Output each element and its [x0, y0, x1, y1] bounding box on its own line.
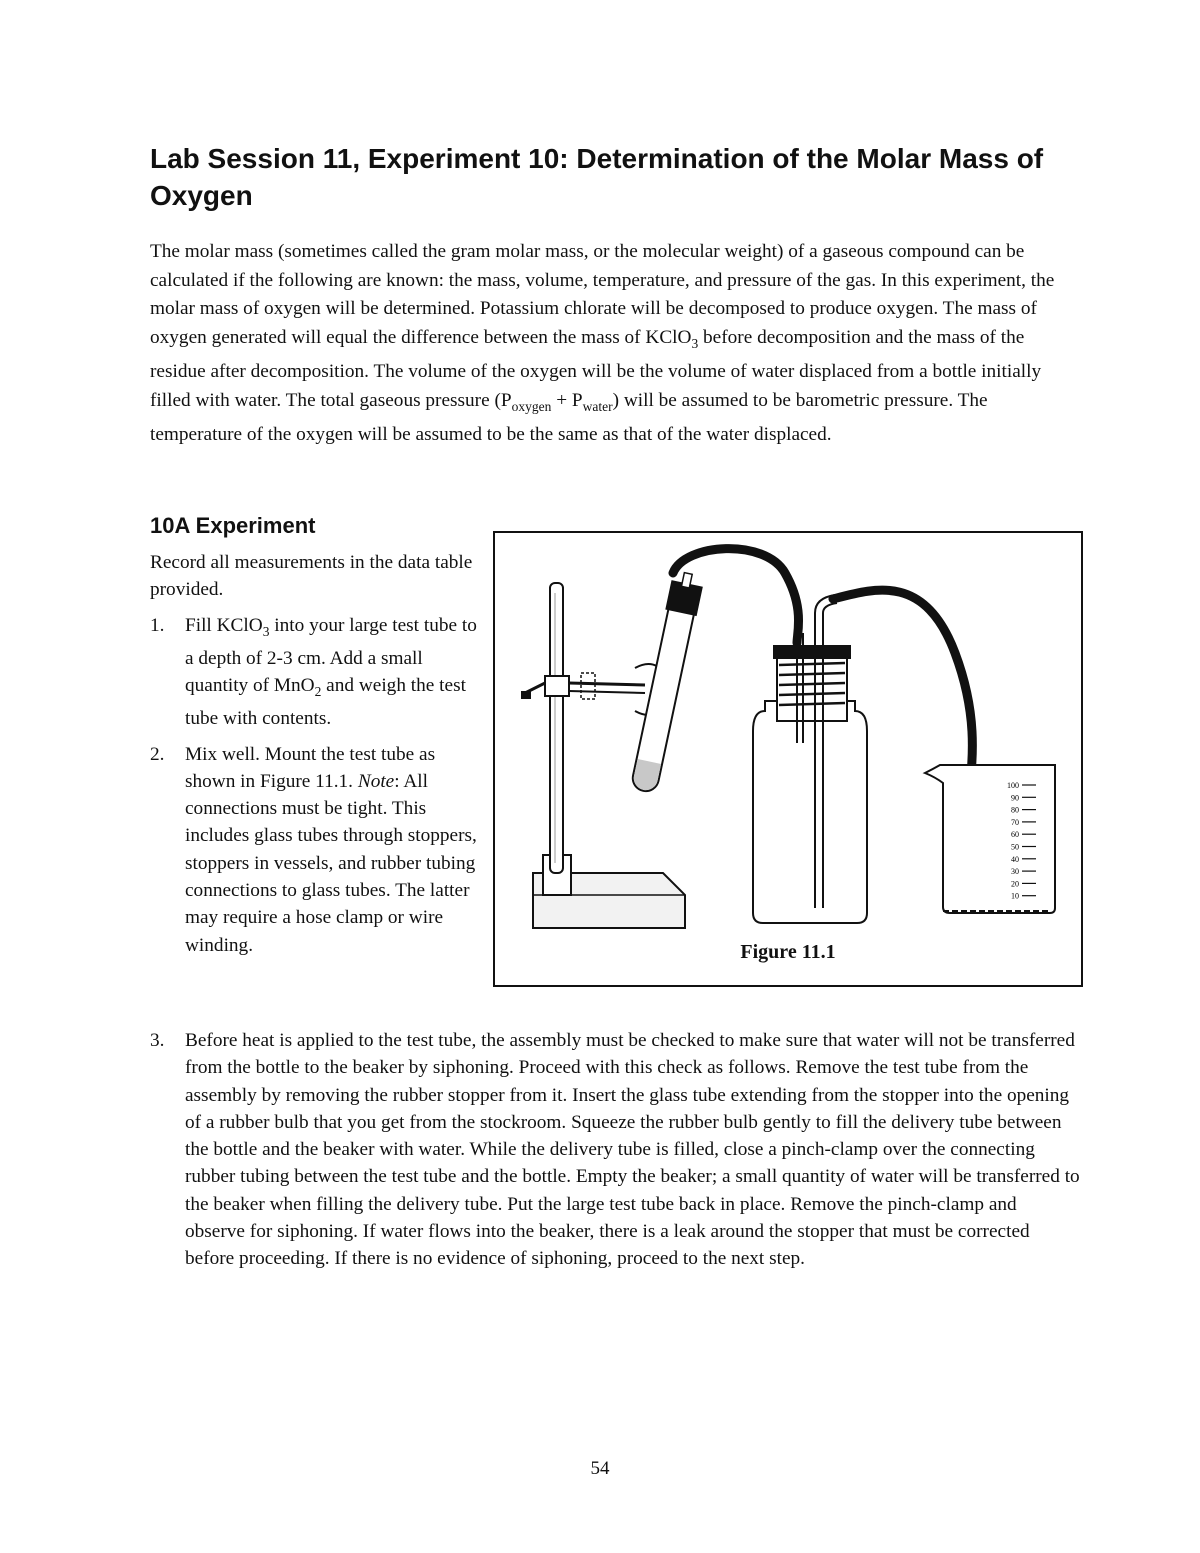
intro-text-3: + P: [551, 389, 583, 411]
step-1-text-c: and weigh the test tube with contents.: [185, 675, 466, 730]
intro-text-1: The molar mass (sometimes called the gram molar mass, or the molecular weight) of a gaseous compound can be calculated if the following are known: the mass, volume, temperature, and pressure of the gas. In this experiment, the molar mass of oxygen will be determined. Potassium chlorate will be decomposed to produce oxygen. The mass of oxygen generated will equal the difference between the mass of KClO: [150, 241, 1055, 348]
intro-text-4: ) will be assumed to be barometric pressure. The temperature of the oxygen will be assumed to be the same as that of the water displaced.: [150, 389, 988, 446]
beaker-mark-label: 50: [1011, 842, 1019, 852]
step-1: [150, 612, 480, 733]
step-2: [150, 741, 480, 959]
page-title: Lab Session 11, Experiment 10: Determination of the Molar Mass of Oxygen: [150, 143, 1044, 211]
step-2-text-a: Mix well. Mount the test tube as shown in Figure 11.1.: [185, 743, 436, 792]
large-test-tube: [627, 570, 704, 794]
step-1-subscript-a: 3: [262, 623, 270, 639]
intro-subscript-3: 3: [691, 335, 699, 351]
beaker-mark-label: 10: [1011, 891, 1019, 901]
collection-bottle: [753, 595, 867, 923]
beaker-mark-label: 20: [1011, 879, 1019, 889]
intro-text-2: before decomposition and the mass of the residue after decomposition. The volume of the oxygen will be the volume of water displaced from a bottle initially filled with water. The total gaseous pressure (P: [150, 326, 1042, 411]
beaker: [925, 765, 1055, 913]
step-3: [150, 1027, 1080, 1273]
step-1-text-a: Fill KClO: [185, 614, 263, 636]
beaker-mark-label: 60: [1011, 830, 1019, 840]
beaker-mark-label: 100: [1007, 781, 1019, 790]
intro-paragraph: [150, 238, 1080, 450]
step-2-note-label: Note: [357, 770, 395, 792]
beaker-mark-label: 40: [1011, 854, 1019, 864]
step-number: 2.: [150, 743, 165, 765]
step-2-text-b: : All connections must be tight. This includes glass tubes through stoppers, stoppers in vessels, and rubber tubing connections to glass tubes. The latter may require a hose clamp or wire winding.: [185, 770, 477, 956]
step-1-text-b: into your large test tube to a depth of 2-3 cm. Add a small quantity of MnO: [185, 614, 477, 697]
step-number: 1.: [150, 614, 165, 636]
intro-subscript-oxygen: oxygen: [511, 398, 552, 414]
test-tube-clamp: [521, 664, 665, 715]
beaker-mark-label: 70: [1011, 817, 1019, 827]
apparatus-diagram: [495, 533, 1081, 985]
beaker-mark-label: 90: [1011, 793, 1019, 803]
beaker-mark-label: 80: [1011, 805, 1019, 815]
page-number: 54: [590, 1458, 610, 1479]
left-column: [150, 549, 480, 959]
section-heading: 10A Experiment: [150, 513, 316, 538]
step-1-subscript-b: 2: [314, 683, 322, 699]
figure-caption: Figure 11.1: [740, 941, 836, 963]
step-number: 3.: [150, 1030, 165, 1051]
intro-subscript-water: water: [582, 398, 613, 414]
figure-apparatus: [493, 531, 1083, 987]
step-3-text: Before heat is applied to the test tube, the assembly must be checked to make sure that water will not be transferred from the bottle to the beaker by siphoning. Proceed with this check as follows. Remove the test tube from the assembly by removing the rubber stopper from it. Insert the glass tube extending from the stopper into the opening of a rubber bulb that you get from the stockroom. Squeeze the rubber bulb gently to fill the delivery tube between the bottle and the beaker with water. While the delivery tube is filled, close a pinch-clamp over the connecting rubber tubing between the test tube and the bottle. Empty the beaker; a small quantity of water will be transferred to the beaker when filling the delivery tube. Put the large test tube back in place. Remove the pinch-clamp and observe for siphoning. If water flows into the beaker, there is a leak around the stopper that must be corrected before proceeding. If there is no evidence of siphoning, proceed to the next step.: [185, 1030, 1080, 1270]
beaker-mark-label: 30: [1011, 867, 1019, 877]
section-lead: Record all measurements in the data table provided.: [150, 552, 473, 601]
